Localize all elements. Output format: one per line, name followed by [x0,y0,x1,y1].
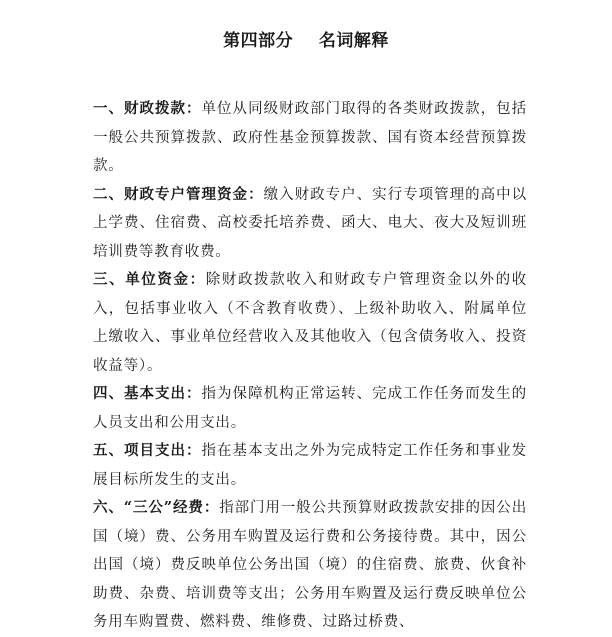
definition-term: 三、单位资金： [93,271,206,288]
definition-text: 缴入财政专户、实行专项管理的高中以上学费、住宿费、高校委托培养费、函大、电大、夜大及短训班培训费等教育收费。 [93,186,527,260]
definition-text: 单位从同级财政部门取得的各类财政拨款，包括一般公共预算拨款、政府性基金预算拨款、国有资本经营预算拨款。 [93,101,527,174]
definition-item [93,266,527,380]
definition-item [93,95,527,181]
definition-item [93,380,527,437]
definition-item [93,494,527,637]
definition-text: 指在基本支出之外为完成特定工作任务和事业发展目标所发生的支出。 [93,443,527,488]
definition-term: 二、财政专户管理资金： [93,185,264,203]
definitions-list [93,95,527,637]
definition-text: 指为保障机构正常运转、完成工作任务而发生的人员支出和公用支出。 [93,386,527,431]
definition-text: 除财政拨款收入和财政专户管理资金以外的收入，包括事业收入（不含教育收费）、上级补助收入、附属单位上缴收入、事业单位经营收入及其他收入（包含债务收入、投资收益等）。 [93,272,527,374]
definition-text: 指部门用一般公共预算财政拨款安排的因公出国（境）费、公务用车购置及运行费和公务接待费。其中，因公出国（境）费反映单位公务出国（境）的住宿费、旅费、伙食补助费、杂费、培训费等支出；公务用车购置及运行费反映单位公务用车购置费、燃料费、维修费、过路过桥费、 [93,500,527,630]
definition-item [93,181,527,267]
definition-term: 四、基本支出： [93,385,202,402]
definition-term: 五、项目支出： [93,442,202,459]
page-title: 第四部分 名词解释 [223,31,389,51]
definition-item [93,437,527,494]
definition-term: 六、“三公”经费： [93,499,220,516]
definition-term: 一、财政拨款： [93,100,202,117]
